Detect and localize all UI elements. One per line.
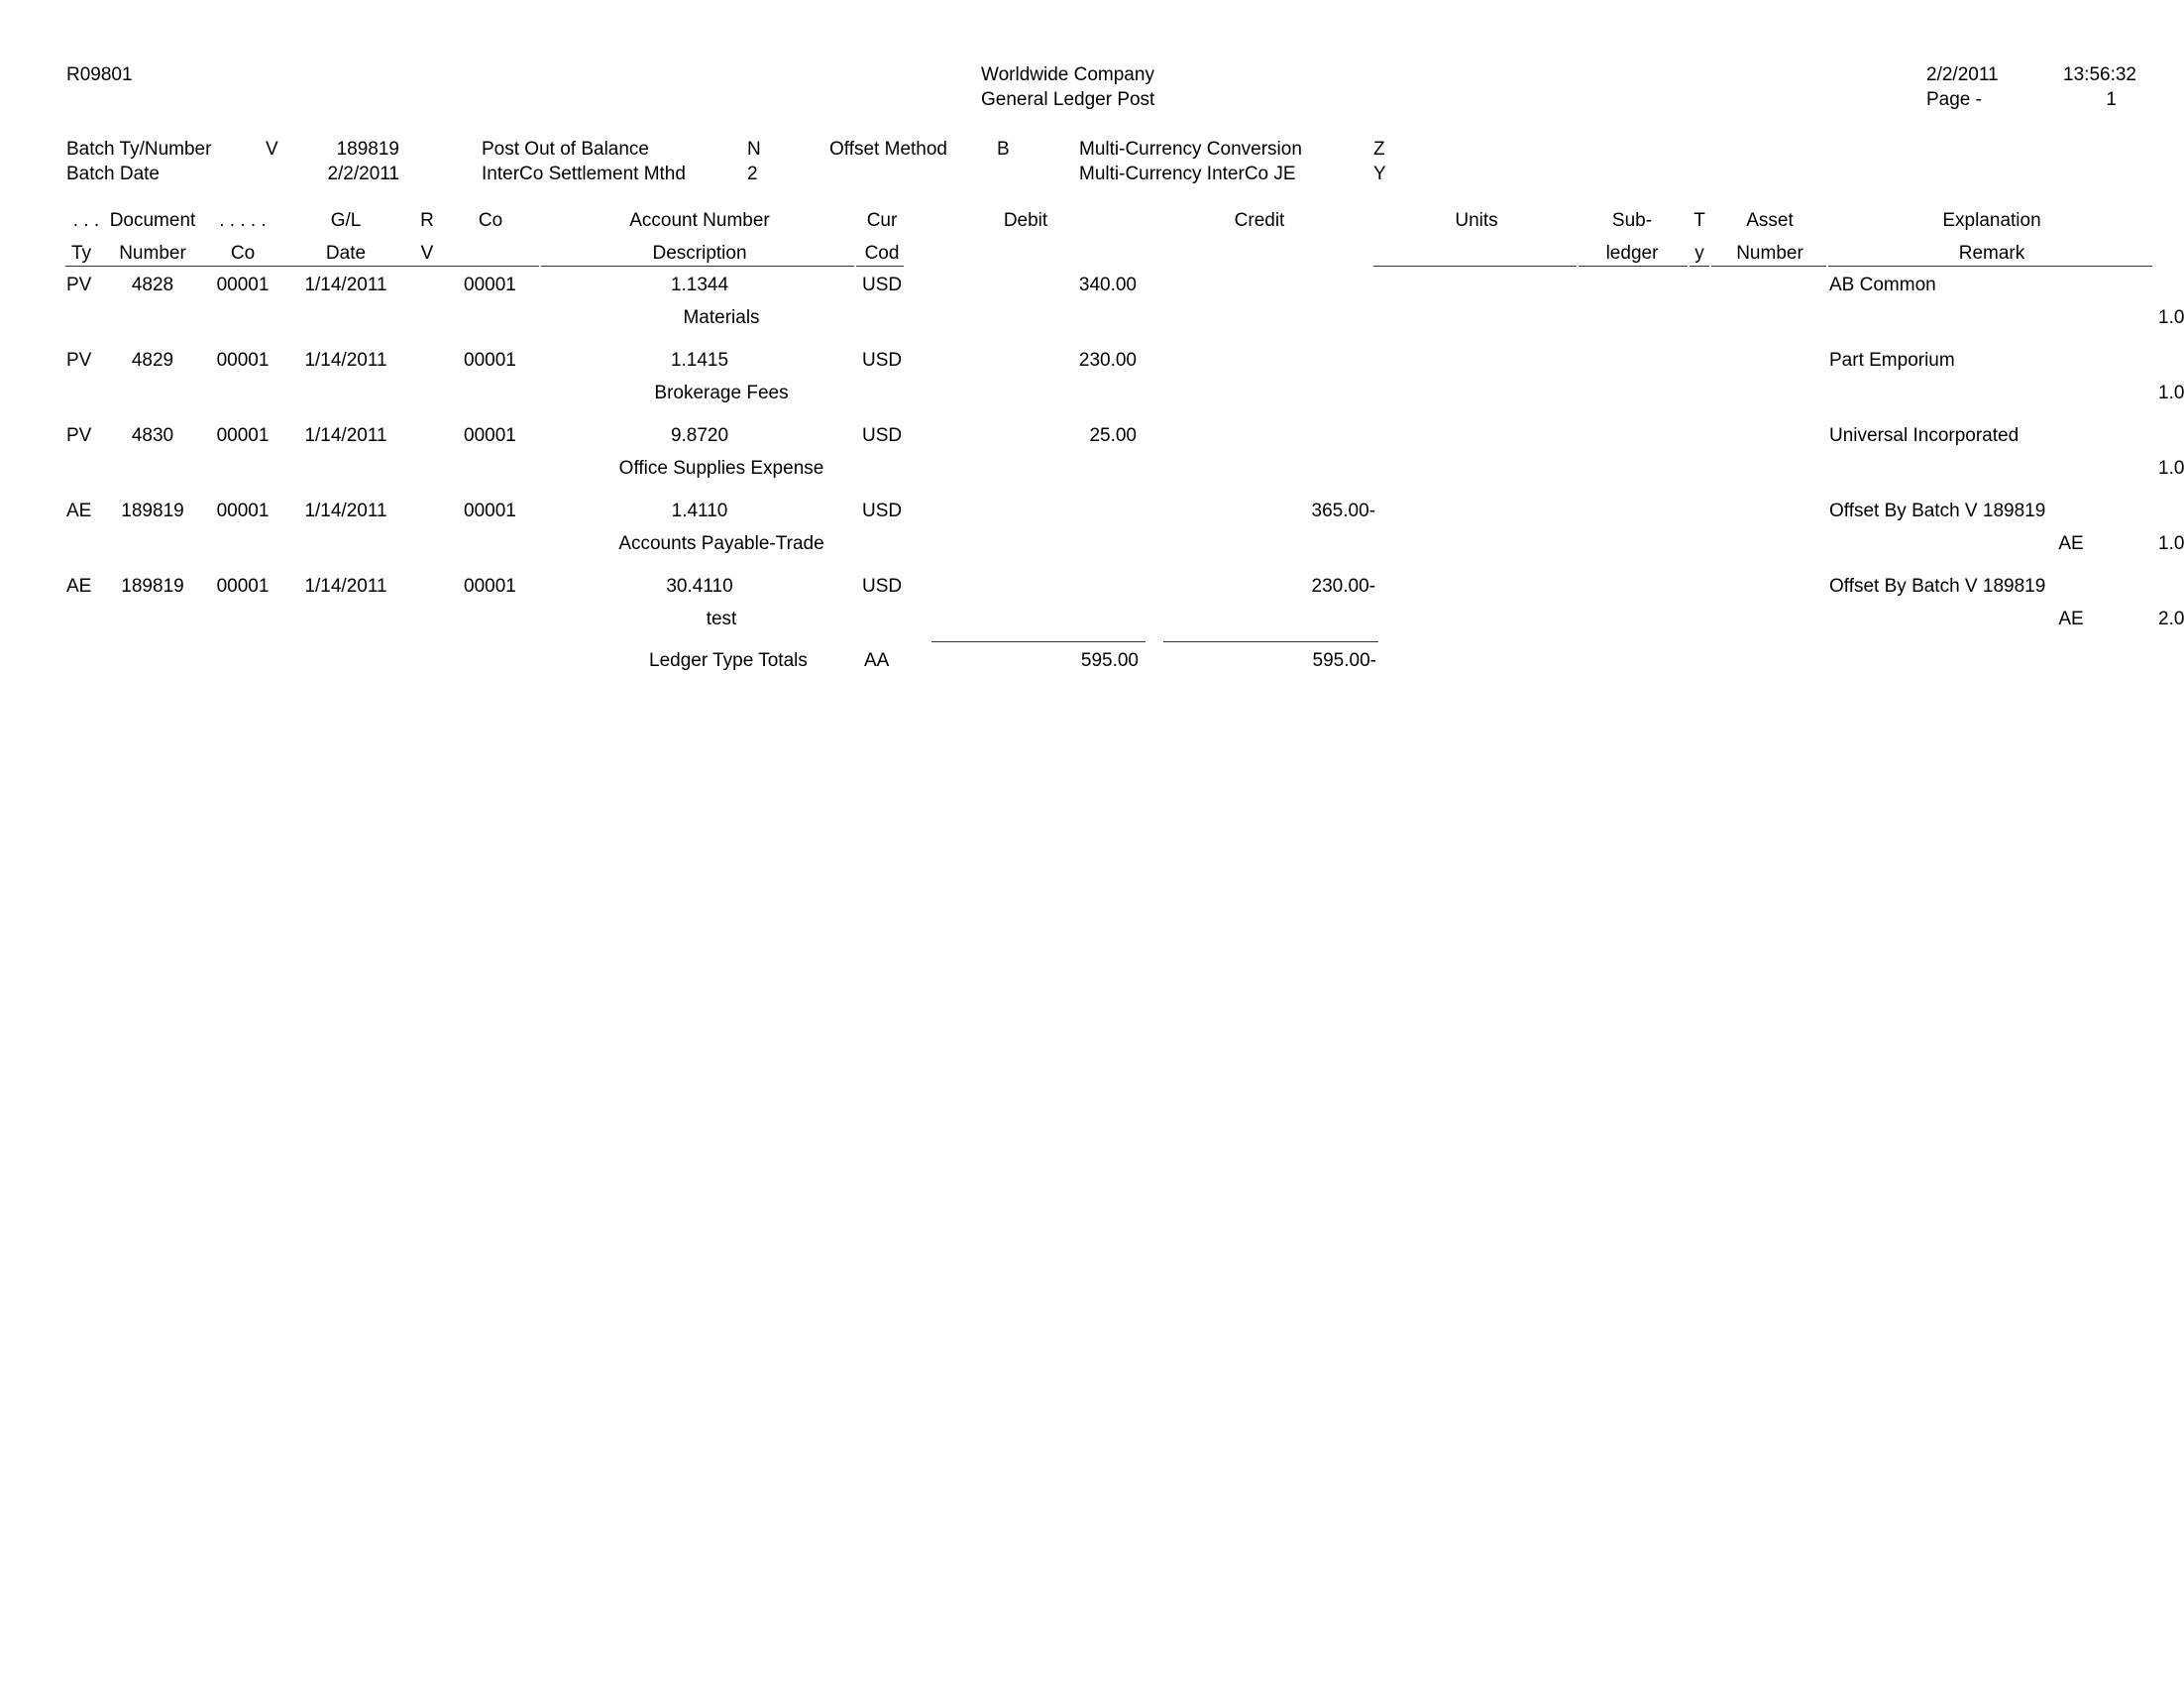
- mc-interco-value: Y: [1373, 164, 1386, 184]
- mc-conversion-value: Z: [1373, 139, 1385, 160]
- entry-gl-date: 1/14/2011: [304, 576, 387, 597]
- entry-account-number: 30.4110: [666, 576, 733, 597]
- entry-doc-co: 00001: [216, 275, 270, 295]
- entry-currency: USD: [862, 350, 903, 371]
- header-rule-left: [65, 266, 539, 267]
- batch-number: 189819: [336, 139, 399, 160]
- offset-method-label: Offset Method: [829, 139, 947, 160]
- report-id: R09801: [66, 64, 133, 85]
- col-head-remark: Remark: [1958, 243, 2025, 264]
- entry-debit: 25.00: [1089, 425, 1137, 446]
- col-head-t: T: [1693, 210, 1705, 231]
- entry-gl-date: 1/14/2011: [304, 501, 387, 521]
- entry-line-number: 1.0: [2158, 383, 2184, 403]
- col-head-date: Date: [325, 243, 367, 264]
- entry-ty: AE: [66, 501, 92, 521]
- entry-description: Materials: [683, 307, 760, 328]
- report-time: 13:56:32: [2063, 64, 2136, 85]
- entry-remark: AE: [2058, 609, 2084, 629]
- col-head-v: V: [420, 243, 434, 264]
- header-rule-ledger: [1579, 266, 1688, 267]
- col-head-co: Co: [478, 210, 503, 231]
- col-head-asset: Asset: [1746, 210, 1794, 231]
- debit-total-rule: [931, 641, 1146, 642]
- entry-debit: 340.00: [1078, 275, 1137, 295]
- post-out-of-balance-label: Post Out of Balance: [482, 139, 649, 160]
- entry-co: 00001: [464, 576, 516, 597]
- interco-settlement-label: InterCo Settlement Mthd: [482, 164, 686, 184]
- entry-explanation: Offset By Batch V 189819: [1829, 576, 2046, 597]
- entry-description: test: [706, 609, 737, 629]
- entry-currency: USD: [862, 275, 903, 295]
- interco-settlement-value: 2: [747, 164, 758, 184]
- entry-explanation: Part Emporium: [1829, 350, 1955, 371]
- mc-interco-label: Multi-Currency InterCo JE: [1079, 164, 1296, 184]
- entry-document: 4830: [131, 425, 174, 446]
- report-date: 2/2/2011: [1926, 64, 1999, 85]
- entry-document: 4829: [131, 350, 174, 371]
- entry-debit: 230.00: [1078, 350, 1137, 371]
- page-number: 1: [2106, 89, 2117, 110]
- entry-credit: 365.00-: [1311, 501, 1375, 521]
- entry-explanation: Offset By Batch V 189819: [1829, 501, 2046, 521]
- col-head-debit: Debit: [1003, 210, 1048, 231]
- batch-ty-number-label: Batch Ty/Number: [66, 139, 212, 160]
- entry-description: Accounts Payable-Trade: [618, 533, 824, 554]
- entry-gl-date: 1/14/2011: [304, 350, 387, 371]
- entry-doc-co: 00001: [216, 350, 270, 371]
- batch-date-label: Batch Date: [66, 164, 160, 184]
- col-head-explanation: Explanation: [1942, 210, 2041, 231]
- entry-explanation: Universal Incorporated: [1829, 425, 2020, 446]
- entry-gl-date: 1/14/2011: [304, 275, 387, 295]
- entry-ty: PV: [66, 275, 92, 295]
- entry-account-number: 9.8720: [670, 425, 729, 446]
- entry-co: 00001: [464, 425, 516, 446]
- col-head-gl: G/L: [330, 210, 362, 231]
- col-head-dots-2: . . . . .: [219, 210, 267, 231]
- entry-explanation: AB Common: [1829, 275, 1936, 295]
- entry-description: Office Supplies Expense: [618, 458, 824, 479]
- header-rule-cod: [856, 266, 904, 267]
- entry-line-number: 1.0: [2158, 458, 2184, 479]
- entry-remark: AE: [2058, 533, 2084, 554]
- header-rule-ty: [1690, 266, 1709, 267]
- entry-line-number: 2.0: [2158, 609, 2184, 629]
- entry-doc-co: 00001: [216, 425, 270, 446]
- col-head-dots-1: . . .: [72, 210, 100, 231]
- entry-co: 00001: [464, 350, 516, 371]
- col-head-y: y: [1694, 243, 1704, 264]
- col-head-credit: Credit: [1234, 210, 1285, 231]
- entry-doc-co: 00001: [216, 576, 270, 597]
- col-head-document: Document: [109, 210, 196, 231]
- entry-credit: 230.00-: [1311, 576, 1375, 597]
- col-head-cur: Cur: [866, 210, 898, 231]
- offset-method-value: B: [997, 139, 1010, 160]
- entry-ty: PV: [66, 425, 92, 446]
- entry-line-number: 1.0: [2158, 533, 2184, 554]
- col-head-asset-number: Number: [1736, 243, 1803, 264]
- entry-line-number: 1.0: [2158, 307, 2184, 328]
- col-head-description: Description: [652, 243, 747, 264]
- col-head-doc-co: Co: [230, 243, 256, 264]
- col-head-account-number: Account Number: [629, 210, 770, 231]
- batch-date: 2/2/2011: [327, 164, 399, 184]
- header-rule-remark: [1828, 266, 2152, 267]
- col-head-number: Number: [119, 243, 186, 264]
- col-head-r: R: [420, 210, 434, 231]
- credit-total-rule: [1163, 641, 1378, 642]
- company-name: Worldwide Company: [981, 64, 1154, 85]
- entry-co: 00001: [464, 501, 516, 521]
- entry-document: 189819: [121, 501, 184, 521]
- entry-account-number: 1.1415: [670, 350, 729, 371]
- page-label: Page -: [1926, 89, 1982, 110]
- header-rule-asset: [1711, 266, 1826, 267]
- entry-currency: USD: [862, 425, 903, 446]
- mc-conversion-label: Multi-Currency Conversion: [1079, 139, 1302, 160]
- entry-ty: PV: [66, 350, 92, 371]
- entry-document: 4828: [131, 275, 174, 295]
- entry-currency: USD: [862, 501, 903, 521]
- col-head-sub: Sub-: [1611, 210, 1653, 231]
- report-title: General Ledger Post: [981, 89, 1155, 110]
- col-head-units: Units: [1455, 210, 1498, 231]
- total-debit: 595.00: [1080, 650, 1139, 671]
- entry-gl-date: 1/14/2011: [304, 425, 387, 446]
- entry-account-number: 1.1344: [670, 275, 729, 295]
- ledger-type-totals-label: Ledger Type Totals: [649, 650, 808, 671]
- header-rule-description: [541, 266, 854, 267]
- col-head-ledger: ledger: [1605, 243, 1659, 264]
- entry-currency: USD: [862, 576, 903, 597]
- entry-doc-co: 00001: [216, 501, 270, 521]
- entry-document: 189819: [121, 576, 184, 597]
- ledger-type-code: AA: [864, 650, 890, 671]
- post-out-of-balance-value: N: [747, 139, 761, 160]
- entry-description: Brokerage Fees: [654, 383, 789, 403]
- col-head-cod: Cod: [864, 243, 900, 264]
- entry-ty: AE: [66, 576, 92, 597]
- batch-type: V: [266, 139, 278, 160]
- entry-account-number: 1.4110: [671, 501, 728, 521]
- header-rule-units: [1373, 266, 1577, 267]
- entry-co: 00001: [464, 275, 516, 295]
- col-head-ty: Ty: [70, 243, 92, 264]
- total-credit: 595.00-: [1312, 650, 1376, 671]
